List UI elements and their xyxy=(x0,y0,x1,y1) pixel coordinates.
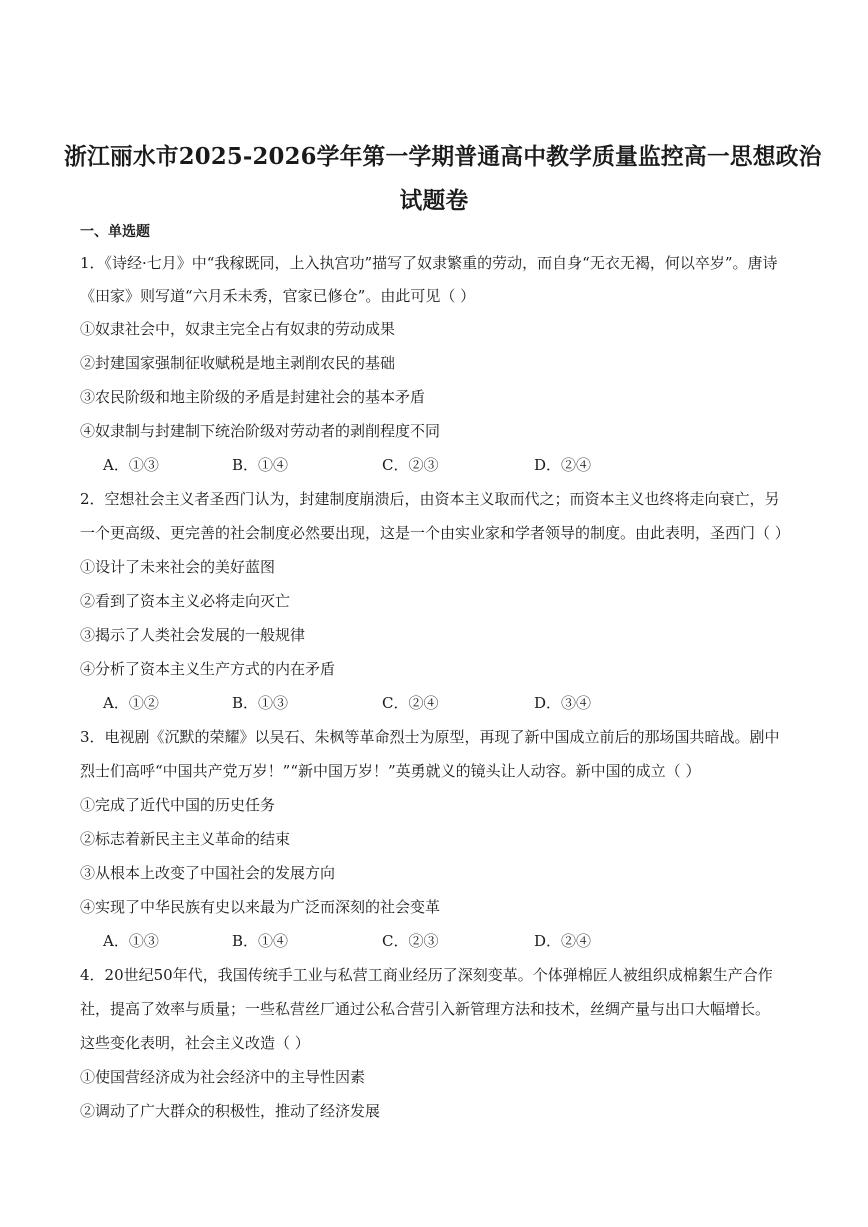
question-4-statement-2: ②调动了广大群众的积极性，推动了经济发展 xyxy=(80,1102,381,1120)
exam-title-continued: 试题卷 xyxy=(399,187,469,214)
question-3-option-a: A．①③ xyxy=(103,932,159,950)
question-4-stem-line-3: 这些变化表明，社会主义改造（ ） xyxy=(80,1034,310,1052)
question-3-option-d: D．②④ xyxy=(534,932,592,950)
question-2-statement-2: ②看到了资本主义必将走向灭亡 xyxy=(80,592,291,610)
question-1-statement-1: ①奴隶社会中，奴隶主完全占有奴隶的劳动成果 xyxy=(80,320,396,338)
question-3-statement-1: ①完成了近代中国的历史任务 xyxy=(80,796,276,814)
question-3-statement-2: ②标志着新民主主义革命的结束 xyxy=(80,830,291,848)
question-2-stem-line-1: 2．空想社会主义者圣西门认为，封建制度崩溃后，由资本主义取而代之；而资本主义也终将走向衰亡，另 xyxy=(80,490,780,508)
question-1-statement-4: ④奴隶制与封建制下统治阶级对劳动者的剥削程度不同 xyxy=(80,422,441,440)
question-4-stem-line-1: 4．20世纪50年代，我国传统手工业与私营工商业经历了深刻变革。个体弹棉匠人被组织成棉絮生产合作 xyxy=(80,966,773,984)
question-1-option-a: A．①③ xyxy=(103,456,159,474)
question-2-statement-3: ③揭示了人类社会发展的一般规律 xyxy=(80,626,306,644)
question-2-option-b: B．①③ xyxy=(232,694,289,712)
question-3-stem-line-1: 3．电视剧《沉默的荣耀》以吴石、朱枫等革命烈士为原型，再现了新中国成立前后的那场国共暗战。剧中 xyxy=(80,728,780,746)
question-4-statement-1: ①使国营经济成为社会经济中的主导性因素 xyxy=(80,1068,366,1086)
question-2-statement-4: ④分析了资本主义生产方式的内在矛盾 xyxy=(80,660,336,678)
question-3-option-b: B．①④ xyxy=(232,932,289,950)
question-2-option-d: D．③④ xyxy=(534,694,592,712)
question-2-stem-line-2: 一个更高级、更完善的社会制度必然要出现，这是一个由实业家和学者领导的制度。由此表明，圣西门（ ） xyxy=(80,524,790,542)
question-3-stem-line-2: 烈士们高呼“中国共产党万岁！”“新中国万岁！”英勇就义的镜头让人动容。新中国的成立（ ） xyxy=(80,762,701,780)
question-2-option-a: A．①② xyxy=(103,694,159,712)
question-1-option-d: D．②④ xyxy=(534,456,592,474)
question-1-option-c: C．②③ xyxy=(382,456,439,474)
question-2-statement-1: ①设计了未来社会的美好蓝图 xyxy=(80,558,276,576)
section-heading: 一、单选题 xyxy=(80,224,150,240)
question-3-option-c: C．②③ xyxy=(382,932,439,950)
question-1-statement-2: ②封建国家强制征收赋税是地主剥削农民的基础 xyxy=(80,354,396,372)
exam-title: 浙江丽水市2025-2026学年第一学期普通高中教学质量监控高一思想政治 xyxy=(64,143,822,170)
question-1-stem-line-2: 《田家》则写道“六月禾未秀，官家已修仓”。由此可见（ ） xyxy=(80,287,476,305)
question-4-stem-line-2: 社，提高了效率与质量；一些私营丝厂通过公私合营引入新管理方法和技术，丝绸产量与出口大幅增长。 xyxy=(80,1000,771,1018)
question-1-option-b: B．①④ xyxy=(232,456,289,474)
question-3-statement-4: ④实现了中华民族有史以来最为广泛而深刻的社会变革 xyxy=(80,898,441,916)
question-2-option-c: C．②④ xyxy=(382,694,439,712)
question-3-statement-3: ③从根本上改变了中国社会的发展方向 xyxy=(80,864,336,882)
question-1-statement-3: ③农民阶级和地主阶级的矛盾是封建社会的基本矛盾 xyxy=(80,388,426,406)
question-1-stem-line-1: 1．《诗经·七月》中“我稼既同，上入执宫功”描写了奴隶繁重的劳动，而自身“无衣无褐，何以卒岁”。唐诗 xyxy=(80,254,778,272)
